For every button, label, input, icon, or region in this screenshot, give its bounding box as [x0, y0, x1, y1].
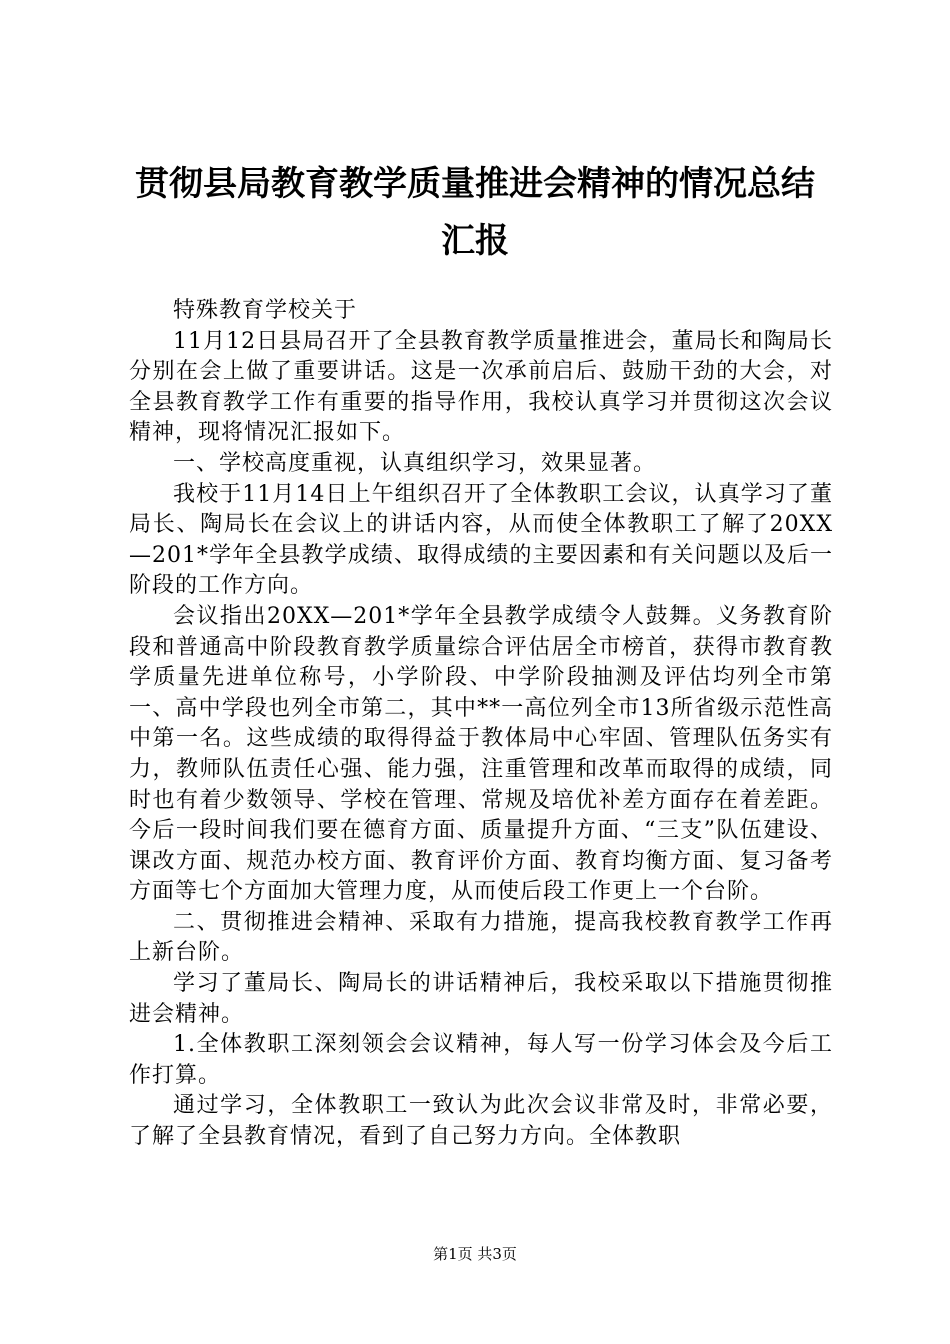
list-item-1: 1.全体教职工深刻领会会议精神，每人写一份学习体会及今后工作打算。 [129, 1032, 833, 1088]
paragraph-intro: 11月12日县局召开了全县教育教学质量推进会，董局长和陶局长分别在会上做了重要讲话。这是一次承前启后、鼓励干劲的大会，对全县教育教学工作有重要的指导作用，我校认真学习并贯彻这次会议精神，现将情况汇报如下。 [129, 328, 833, 446]
page-footer [0, 1244, 950, 1264]
document-body [129, 296, 833, 1153]
document-title-line-2: 汇报 [441, 221, 509, 261]
paragraph-recipient: 特殊教育学校关于 [173, 298, 358, 323]
paragraph-results: 会议指出20XX—201*学年全县教学成绩令人鼓舞。义务教育阶段和普通高中阶段教育教学质量综合评估居全市榜首，获得市教育教学质量先进单位称号，小学阶段、中学阶段抽测及评估均列全市第一、高中学段也列全市第二，其中**一高位列全市13所省级示范性高中第一名。这些成绩的取得得益于教体局中心牢固、管理队伍务实有力，教师队伍责任心强、能力强，注重管理和改革而取得的成绩，同时也有着少数领导、学校在管理、常规及培优补差方面存在着差距。今后一段时间我们要在德育方面、质量提升方面、“三支”队伍建设、课改方面、规范办校方面、教育评价方面、教育均衡方面、复习备考方面等七个方面加大管理力度，从而使后段工作更上一个台阶。 [129, 603, 833, 905]
section-heading-2: 二、贯彻推进会精神、采取有力措施，提高我校教育教学工作再上新台阶。 [129, 909, 833, 966]
paragraph-meeting: 我校于11月14日上午组织召开了全体教职工会议，认真学习了董局长、陶局长在会议上的讲话内容，从而使全体教职工了解了20XX—201*学年全县教学成绩、取得成绩的主要因素和有关问题以及后一阶段的工作方向。 [129, 481, 833, 599]
page-total: 共3页 [477, 1245, 517, 1263]
page-number: 第1页 [433, 1245, 473, 1263]
paragraph-measures: 学习了董局长、陶局长的讲话精神后，我校采取以下措施贯彻推进会精神。 [129, 971, 833, 1027]
paragraph-conclusion: 通过学习，全体教职工一致认为此次会议非常及时，非常必要，了解了全县教育情况，看到了自己努力方向。全体教职 [129, 1093, 833, 1150]
document-title-line-1: 贯彻县局教育教学质量推进会精神的情况总结 [135, 164, 815, 204]
section-heading-1: 一、学校高度重视，认真组织学习，效果显著。 [173, 450, 657, 476]
